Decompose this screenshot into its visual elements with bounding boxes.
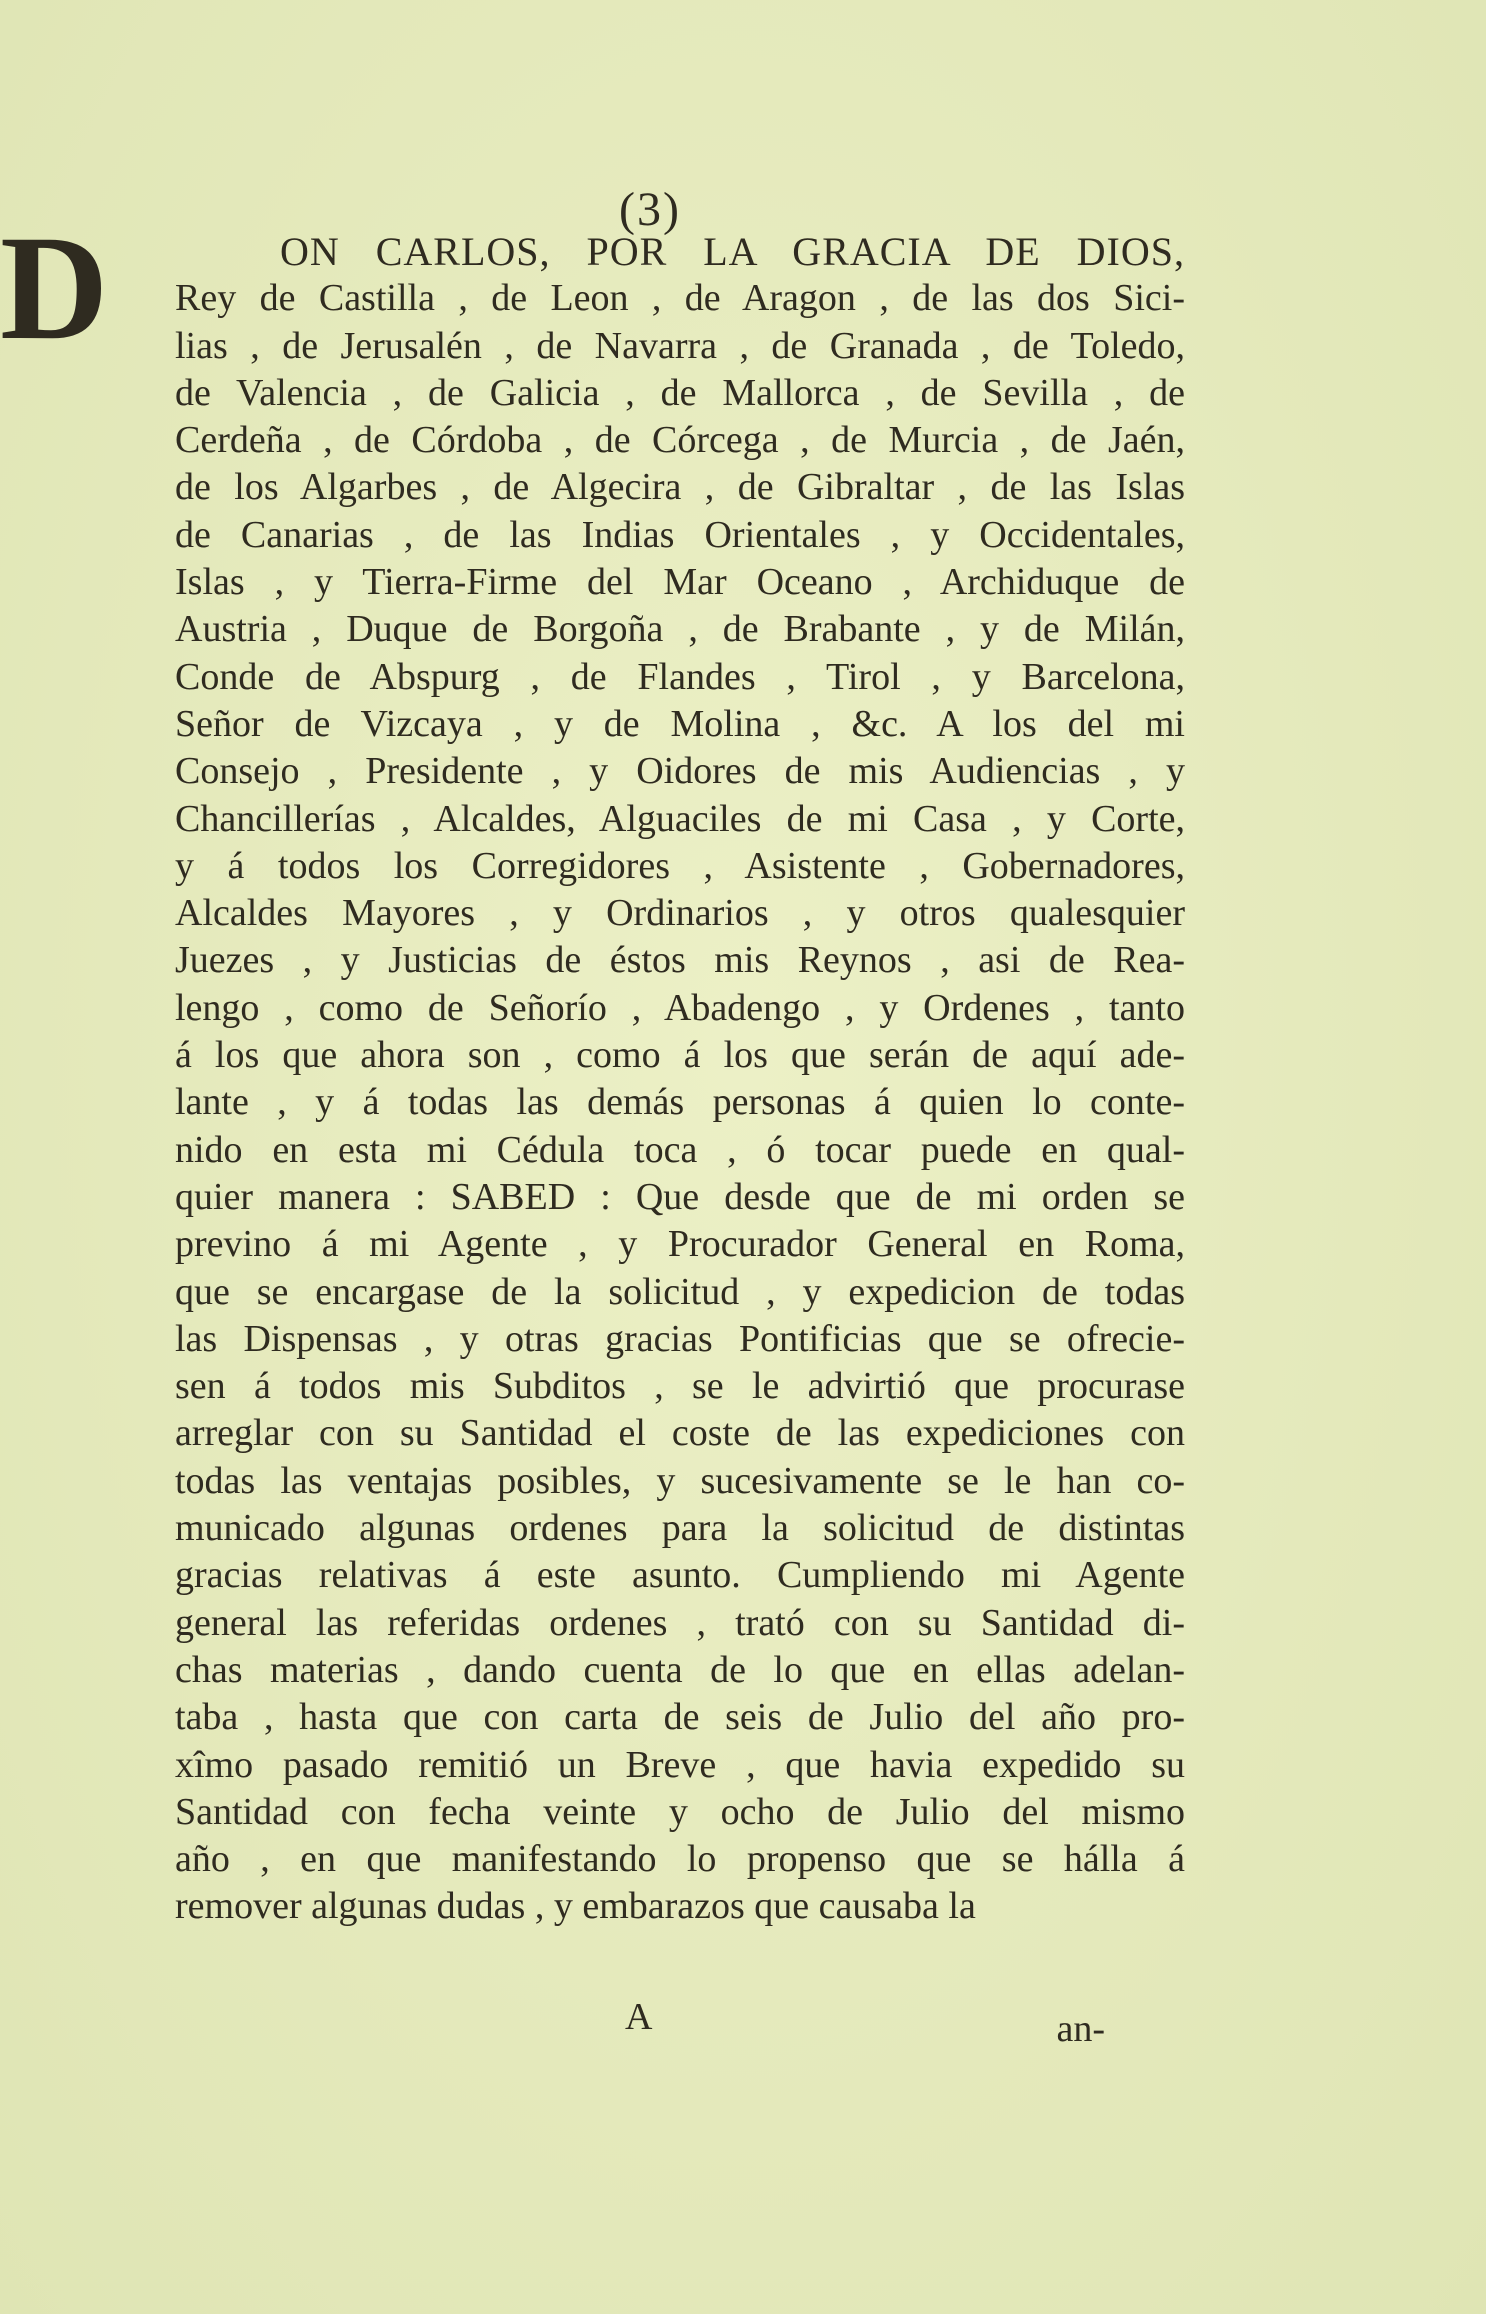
text-line: Consejo , Presidente , y Oidores de mis Audiencias , y xyxy=(175,750,1185,793)
catchword: an- xyxy=(1056,2008,1105,2050)
text-line: de Canarias , de las Indias Orientales , y Occidentales, xyxy=(175,513,1185,556)
text-line: año , en que manifestando lo propenso que se hálla á xyxy=(175,1838,1185,1881)
page-number: (3) xyxy=(619,183,681,236)
page-footer xyxy=(175,1995,1185,2050)
text-line: Chancillerías , Alcaldes, Alguaciles de mi Casa , y Corte, xyxy=(175,797,1185,840)
text-line: gracias relativas á este asunto. Cumpliendo mi Agente xyxy=(175,1554,1185,1597)
text-line: á los que ahora son , como á los que serán de aquí ade- xyxy=(175,1034,1185,1077)
text-line-first: ON CARLOS, POR LA GRACIA DE DIOS, xyxy=(280,229,1185,274)
text-line: arreglar con su Santidad el coste de las expediciones con xyxy=(175,1412,1185,1455)
text-line: de los Algarbes , de Algecira , de Gibraltar , de las Islas xyxy=(175,466,1185,509)
signature-mark: A xyxy=(625,1996,653,2038)
text-line: quier manera : SABED : Que desde que de mi orden se xyxy=(175,1175,1185,1218)
text-line: chas materias , dando cuenta de lo que en ellas adelan- xyxy=(175,1648,1185,1691)
text-line: lias , de Jerusalén , de Navarra , de Granada , de Toledo, xyxy=(175,324,1185,367)
text-line: y á todos los Corregidores , Asistente , Gobernadores, xyxy=(175,844,1185,887)
text-line: Rey de Castilla , de Leon , de Aragon , de las dos Sici- xyxy=(175,277,1185,320)
text-line: previno á mi Agente , y Procurador General en Roma, xyxy=(175,1223,1185,1266)
text-line: lengo , como de Señorío , Abadengo , y Ordenes , tanto xyxy=(175,986,1185,1029)
text-line: lante , y á todas las demás personas á quien lo conte- xyxy=(175,1081,1185,1124)
text-line: que se encargase de la solicitud , y expedicion de todas xyxy=(175,1270,1185,1313)
text-line: remover algunas dudas , y embarazos que causaba la xyxy=(175,1885,976,1928)
text-line: sen á todos mis Subditos , se le advirtió que procurase xyxy=(175,1365,1185,1408)
text-line: taba , hasta que con carta de seis de Julio del año pro- xyxy=(175,1696,1185,1739)
text-line: Juezes , y Justicias de éstos mis Reynos , asi de Rea- xyxy=(175,939,1185,982)
text-line: Austria , Duque de Borgoña , de Brabante , y de Milán, xyxy=(175,608,1185,651)
text-line: Cerdeña , de Córdoba , de Córcega , de Murcia , de Jaén, xyxy=(175,419,1185,462)
text-line: general las referidas ordenes , trató con su Santidad di- xyxy=(175,1601,1185,1644)
text-line: xîmo pasado remitió un Breve , que havia expedido su xyxy=(175,1743,1185,1786)
text-line: municado algunas ordenes para la solicitud de distintas xyxy=(175,1507,1185,1550)
text-line: de Valencia , de Galicia , de Mallorca , de Sevilla , de xyxy=(175,371,1185,414)
text-line: las Dispensas , y otras gracias Pontificias que se ofrecie- xyxy=(175,1317,1185,1360)
body-text xyxy=(175,228,1185,1931)
text-line: Conde de Abspurg , de Flandes , Tirol , y Barcelona, xyxy=(175,655,1185,698)
text-line: nido en esta mi Cédula toca , ó tocar puede en qual- xyxy=(175,1128,1185,1171)
text-line: todas las ventajas posibles, y sucesivamente se le han co- xyxy=(175,1459,1185,1502)
drop-cap: D xyxy=(0,205,109,371)
text-line: Señor de Vizcaya , y de Molina , &c. A los del mi xyxy=(175,702,1185,745)
text-line: Islas , y Tierra-Firme del Mar Oceano , Archiduque de xyxy=(175,561,1185,604)
text-line: Alcaldes Mayores , y Ordinarios , y otros qualesquier xyxy=(175,892,1185,935)
text-line: Santidad con fecha veinte y ocho de Julio del mismo xyxy=(175,1790,1185,1833)
